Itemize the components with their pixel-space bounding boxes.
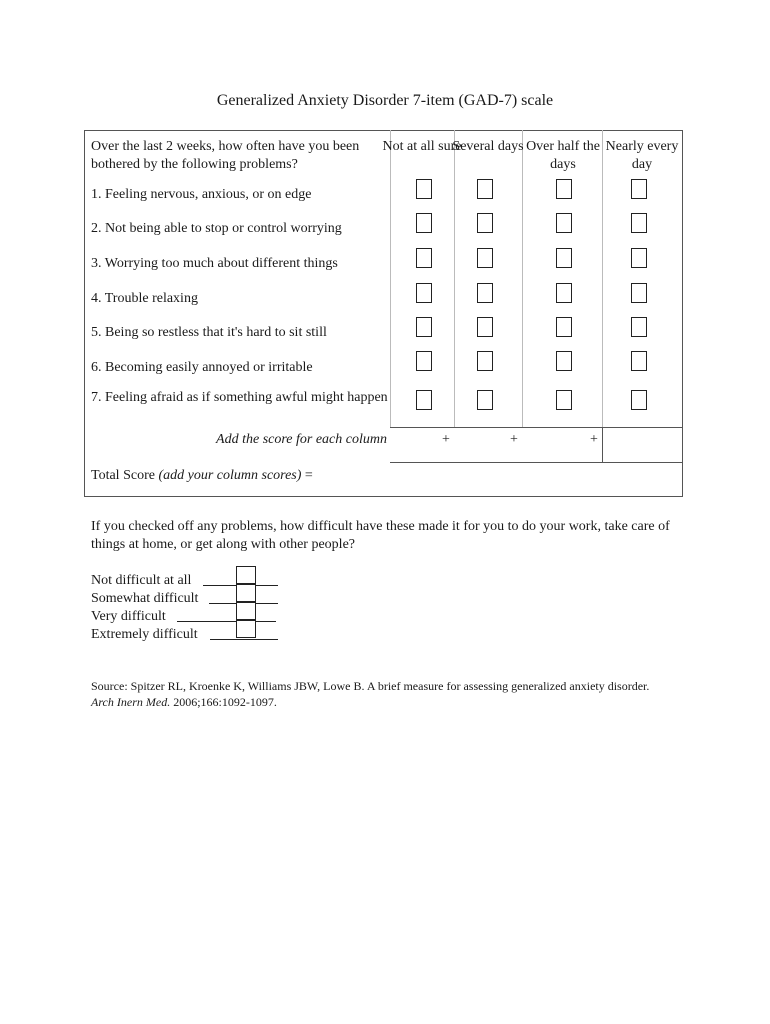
checkbox-item4-several-days[interactable] — [477, 283, 493, 303]
checkbox-item5-several-days[interactable] — [477, 317, 493, 337]
checkbox-item7-several-days[interactable] — [477, 390, 493, 410]
plus-sign: + — [590, 432, 598, 447]
score-divider — [602, 427, 603, 463]
item-3-label: 3. Worrying too much about different things — [91, 256, 338, 271]
difficulty-option-label: Somewhat difficult — [91, 591, 199, 606]
difficulty-option-label: Extremely difficult — [91, 627, 198, 642]
item-2-label: 2. Not being able to stop or control worrying — [91, 221, 342, 236]
total-score-label: Total Score — [91, 468, 155, 483]
citation-details: 2006;166:1092-1097. — [173, 695, 277, 709]
item-5-label: 5. Being so restless that it's hard to sit still — [91, 325, 327, 340]
item-6-label: 6. Becoming easily annoyed or irritable — [91, 360, 313, 375]
difficulty-question: If you checked off any problems, how difficult have these made it for you to do your work, take care of things at home, or get along with other people? — [91, 519, 670, 552]
source-citation — [91, 678, 651, 710]
checkbox-item7-over-half[interactable] — [556, 390, 572, 410]
journal-name: Arch Inern Med. — [91, 695, 171, 709]
checkbox-item3-not-at-all[interactable] — [416, 248, 432, 268]
checkbox-extremely-difficult[interactable] — [236, 620, 256, 638]
column-divider — [454, 130, 455, 427]
item-7-label: 7. Feeling afraid as if something awful might happen — [91, 390, 388, 405]
answer-line — [177, 621, 276, 622]
checkbox-item4-not-at-all[interactable] — [416, 283, 432, 303]
checkbox-item6-several-days[interactable] — [477, 351, 493, 371]
score-row-bottom-line — [390, 462, 683, 463]
checkbox-item7-nearly-every-day[interactable] — [631, 390, 647, 410]
question-header: Over the last 2 weeks, how often have you been bothered by the following problems? — [91, 139, 360, 172]
difficulty-option-label: Not difficult at all — [91, 573, 192, 588]
column-header-nearly-every-day: Nearly every day — [605, 139, 679, 172]
checkbox-item6-over-half[interactable] — [556, 351, 572, 371]
column-header-not-at-all: Not at all sure — [382, 139, 462, 154]
checkbox-item3-nearly-every-day[interactable] — [631, 248, 647, 268]
plus-sign: + — [442, 432, 450, 447]
checkbox-item2-not-at-all[interactable] — [416, 213, 432, 233]
source-text: Source: Spitzer RL, Kroenke K, Williams JBW, Lowe B. A brief measure for assessing generalized anxiety disorder. — [91, 679, 650, 693]
checkbox-item1-not-at-all[interactable] — [416, 179, 432, 199]
checkbox-item1-several-days[interactable] — [477, 179, 493, 199]
checkbox-item1-nearly-every-day[interactable] — [631, 179, 647, 199]
checkbox-item6-not-at-all[interactable] — [416, 351, 432, 371]
column-divider — [390, 130, 391, 427]
checkbox-item4-over-half[interactable] — [556, 283, 572, 303]
checkbox-item6-nearly-every-day[interactable] — [631, 351, 647, 371]
answer-line — [210, 639, 278, 640]
difficulty-option-label: Very difficult — [91, 609, 166, 624]
checkbox-item2-over-half[interactable] — [556, 213, 572, 233]
item-4-label: 4. Trouble relaxing — [91, 291, 198, 306]
checkbox-item3-over-half[interactable] — [556, 248, 572, 268]
add-score-label: Add the score for each column — [216, 432, 387, 447]
column-divider — [602, 130, 603, 427]
column-header-over-half: Over half the days — [526, 139, 600, 172]
plus-sign: + — [510, 432, 518, 447]
checkbox-somewhat-difficult[interactable] — [236, 584, 256, 602]
checkbox-item2-several-days[interactable] — [477, 213, 493, 233]
total-score-row — [91, 468, 313, 484]
item-1-label: 1. Feeling nervous, anxious, or on edge — [91, 187, 312, 202]
total-score-note: (add your column scores) — [158, 468, 302, 483]
page-title: Generalized Anxiety Disorder 7-item (GAD-7) scale — [216, 92, 554, 109]
checkbox-not-difficult[interactable] — [236, 566, 256, 584]
score-row-top-line — [390, 427, 683, 428]
column-divider — [522, 130, 523, 427]
checkbox-item5-over-half[interactable] — [556, 317, 572, 337]
checkbox-very-difficult[interactable] — [236, 602, 256, 620]
column-header-several-days: Several days — [452, 139, 524, 154]
checkbox-item2-nearly-every-day[interactable] — [631, 213, 647, 233]
checkbox-item5-nearly-every-day[interactable] — [631, 317, 647, 337]
checkbox-item3-several-days[interactable] — [477, 248, 493, 268]
checkbox-item7-not-at-all[interactable] — [416, 390, 432, 410]
checkbox-item1-over-half[interactable] — [556, 179, 572, 199]
checkbox-item4-nearly-every-day[interactable] — [631, 283, 647, 303]
checkbox-item5-not-at-all[interactable] — [416, 317, 432, 337]
equals-sign: = — [304, 468, 313, 483]
